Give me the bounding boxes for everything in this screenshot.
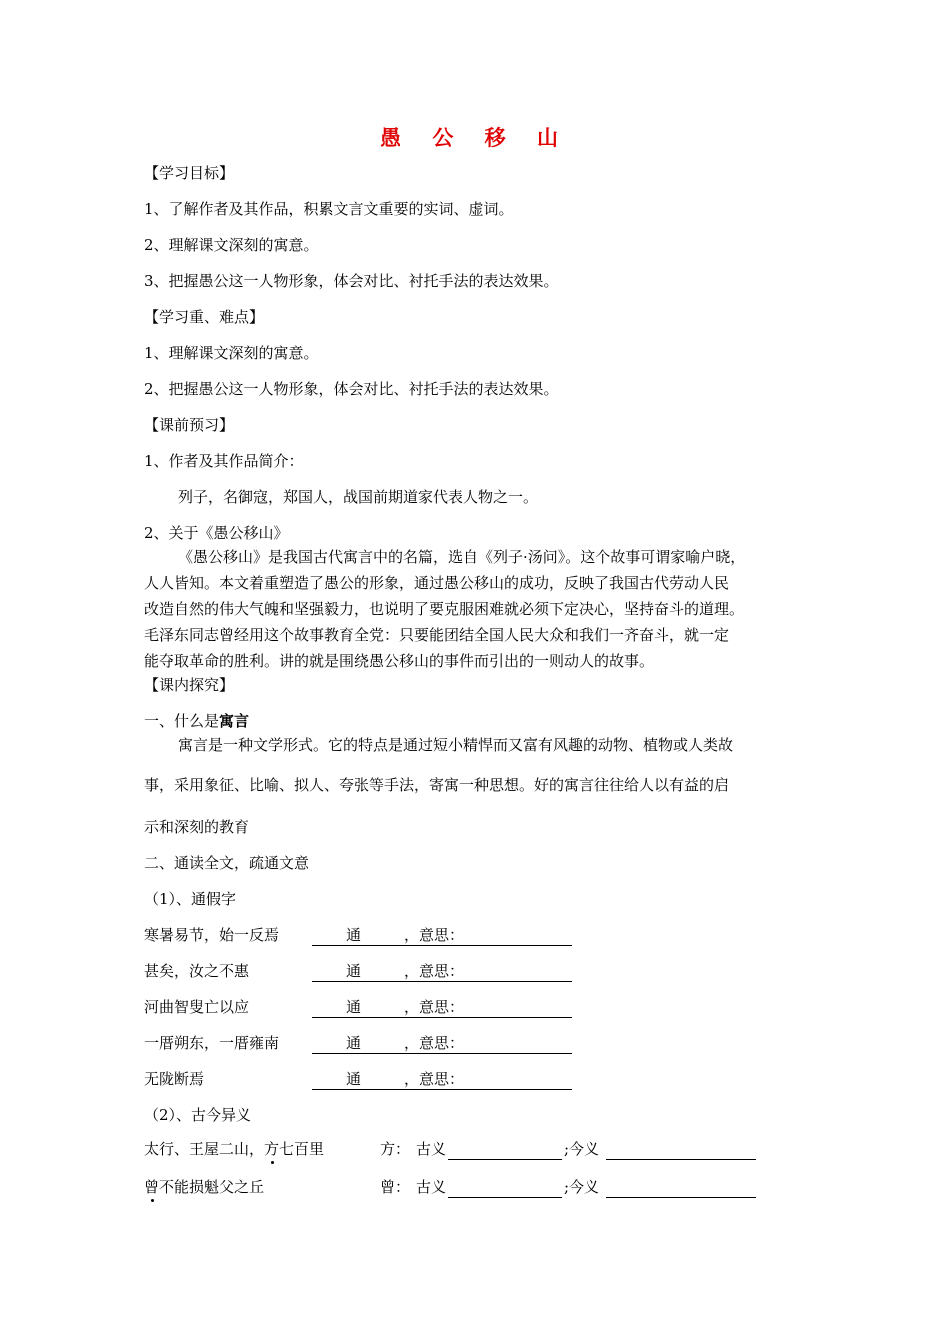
gujin-phrase — [144, 1138, 324, 1160]
about-line: 能夺取革命的胜利。讲的就是围绕愚公移山的事件而引出的一则动人的故事。 — [144, 652, 655, 670]
author-text: 列子，名御寇，郑国人，战国前期道家代表人物之一。 — [178, 488, 539, 506]
tongjia-answer-blank[interactable] — [312, 924, 572, 946]
tongjia-row — [144, 1032, 574, 1054]
author-heading: 1、作者及其作品简介： — [144, 452, 304, 470]
tongjia-tong: 通 — [346, 1034, 362, 1052]
key-points-heading: 【学习重、难点】 — [144, 308, 265, 326]
tongjia-tong: 通 — [346, 998, 362, 1016]
gujin-ancient-blank[interactable] — [448, 1176, 562, 1198]
tongjia-yisi: ，意思： — [404, 1070, 465, 1088]
goal-item: 2、理解课文深刻的寓意。 — [144, 236, 319, 254]
explore-heading: 【课内探究】 — [144, 676, 235, 694]
tongjia-answer-blank[interactable] — [312, 1032, 572, 1054]
fable-heading — [144, 710, 249, 732]
gujin-modern-label: ;今义 — [564, 1140, 600, 1158]
gujin-row — [144, 1176, 764, 1198]
tongjia-phrase: 一厝朔东，一厝雍南 — [144, 1034, 280, 1052]
fable-heading-keyword: 寓言 — [219, 712, 250, 730]
tongjia-answer-blank[interactable] — [312, 960, 572, 982]
tongjia-tong: 通 — [346, 1070, 362, 1088]
preview-heading: 【课前预习】 — [144, 416, 235, 434]
tongjia-tong: 通 — [346, 962, 362, 980]
gujin-ancient-label: 古义 — [416, 1140, 447, 1158]
goal-item: 3、把握愚公这一人物形象，体会对比、衬托手法的表达效果。 — [144, 272, 559, 290]
tongjia-yisi: ，意思： — [404, 962, 465, 980]
fable-line: 示和深刻的教育 — [144, 818, 250, 836]
fable-line: 事，采用象征、比喻、拟人、夸张等手法，寄寓一种思想。好的寓言往往给人以有益的启 — [144, 776, 730, 794]
tongjia-phrase: 河曲智叟亡以应 — [144, 998, 250, 1016]
about-heading: 2、关于《愚公移山》 — [144, 524, 289, 542]
fable-line: 寓言是一种文学形式。它的特点是通过短小精悍而又富有风趣的动物、植物或人类故 — [178, 736, 734, 754]
about-line: 改造自然的伟大气魄和坚强毅力，也说明了要克服困难就必须下定决心，坚持奋斗的道理。 — [144, 600, 745, 618]
gujin-phrase — [144, 1176, 264, 1198]
goals-heading: 【学习目标】 — [144, 164, 235, 182]
tongjia-row — [144, 1068, 574, 1090]
tongjia-tong: 通 — [346, 926, 362, 944]
page-title: 愚 公 移 山 — [380, 125, 570, 150]
gujin-heading: （2）、古今异义 — [144, 1106, 252, 1124]
tongjia-answer-blank[interactable] — [312, 996, 572, 1018]
tongjia-phrase: 寒暑易节，始一反焉 — [144, 926, 280, 944]
gujin-phrase-after: 不能损魁父之丘 — [159, 1178, 265, 1196]
tongjia-phrase: 甚矣，汝之不惠 — [144, 962, 250, 980]
gujin-row — [144, 1138, 764, 1160]
key-point-item: 2、把握愚公这一人物形象，体会对比、衬托手法的表达效果。 — [144, 380, 559, 398]
gujin-phrase-after: 七百里 — [279, 1140, 325, 1158]
tongjia-row — [144, 924, 574, 946]
tongjia-phrase: 无陇断焉 — [144, 1070, 205, 1088]
tongjia-yisi: ，意思： — [404, 926, 465, 944]
about-line: 人人皆知。本文着重塑造了愚公的形象，通过愚公移山的成功，反映了我国古代劳动人民 — [144, 574, 730, 592]
key-point-item: 1、理解课文深刻的寓意。 — [144, 344, 319, 362]
about-line: 《愚公移山》是我国古代寓言中的名篇，选自《列子·汤问》。这个故事可谓家喻户晓， — [178, 548, 746, 566]
gujin-emphasis-char: 曾 — [144, 1178, 160, 1196]
tongjia-row — [144, 996, 574, 1018]
tongjia-heading: （1）、通假字 — [144, 890, 237, 908]
goal-item: 1、了解作者及其作品，积累文言文重要的实词、虚词。 — [144, 200, 514, 218]
gujin-modern-blank[interactable] — [606, 1138, 756, 1160]
fable-heading-prefix: 一、什么是 — [144, 712, 220, 730]
gujin-emphasis-char: 方 — [264, 1140, 280, 1158]
about-line: 毛泽东同志曾经用这个故事教育全党：只要能团结全国人民大众和我们一齐奋斗，就一定 — [144, 626, 730, 644]
gujin-modern-label: ;今义 — [564, 1178, 600, 1196]
gujin-word: 方： — [380, 1140, 411, 1158]
gujin-modern-blank[interactable] — [606, 1176, 756, 1198]
tongjia-answer-blank[interactable] — [312, 1068, 572, 1090]
tongjia-yisi: ，意思： — [404, 1034, 465, 1052]
gujin-phrase-before: 太行、王屋二山， — [144, 1140, 265, 1158]
gujin-word: 曾： — [380, 1178, 411, 1196]
gujin-ancient-label: 古义 — [416, 1178, 447, 1196]
read-heading: 二、通读全文，疏通文意 — [144, 854, 310, 872]
tongjia-row — [144, 960, 574, 982]
tongjia-yisi: ，意思： — [404, 998, 465, 1016]
gujin-ancient-blank[interactable] — [448, 1138, 562, 1160]
